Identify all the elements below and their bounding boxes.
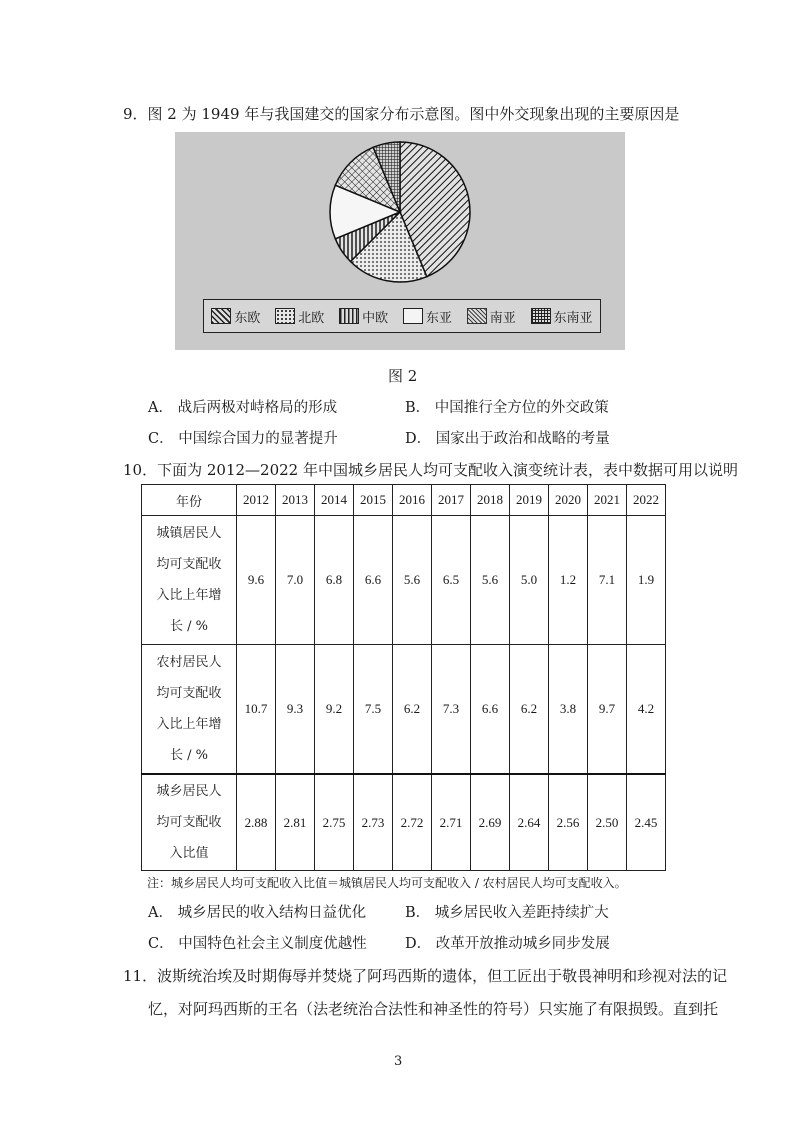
- q11-line-2: 忆，对阿玛西斯的王名（法老统治合法性和神圣性的符号）只实施了有限损毁。直到托: [148, 1000, 719, 1018]
- row-label-line: 均可支配收: [156, 815, 222, 830]
- pie-legend: [203, 299, 601, 333]
- table-header-row: [142, 485, 666, 516]
- q10-option-b: B． 城乡居民收入差距持续扩大: [405, 905, 609, 921]
- table-cell: 7.1: [588, 516, 627, 645]
- q9-option-c: C． 中国综合国力的显著提升: [148, 431, 338, 447]
- legend-item: [467, 307, 516, 326]
- legend-item: [275, 307, 324, 326]
- row-label-line: 均可支配收: [156, 557, 222, 572]
- table-cell: 5.6: [471, 516, 510, 645]
- row-label-line: 长 / %: [170, 619, 208, 634]
- table-cell: 3.8: [549, 645, 588, 775]
- table-cell: 2.73: [354, 774, 393, 871]
- table-cell: 2.50: [588, 774, 627, 871]
- row-label-line: 农村居民人: [156, 655, 222, 670]
- pie-chart: [175, 132, 625, 292]
- table-header-cell: 2016: [393, 485, 432, 516]
- row-label-line: 入比上年增: [156, 588, 222, 603]
- legend-label: 南亚: [489, 310, 516, 326]
- q10-option-a: A． 城乡居民的收入结构日益优化: [148, 905, 367, 921]
- legend-label: 北欧: [298, 310, 325, 326]
- legend-label: 东亚: [425, 310, 452, 326]
- legend-swatch-blank: [403, 308, 423, 324]
- row-label: [142, 516, 237, 645]
- table-cell: 4.2: [627, 645, 666, 775]
- table-cell: 9.3: [276, 645, 315, 775]
- table-cell: 5.0: [510, 516, 549, 645]
- table-cell: 2.56: [549, 774, 588, 871]
- legend-swatch-diagonal: [211, 308, 231, 324]
- table-cell: 7.0: [276, 516, 315, 645]
- table-header-cell: 2017: [432, 485, 471, 516]
- legend-item: [339, 307, 388, 326]
- table-cell: 6.8: [315, 516, 354, 645]
- income-table: [141, 484, 666, 871]
- table-header-cell: 2022: [627, 485, 666, 516]
- table-cell: 7.5: [354, 645, 393, 775]
- table-header-cell: 2018: [471, 485, 510, 516]
- q9-option-b: B． 中国推行全方位的外交政策: [405, 400, 609, 416]
- legend-swatch-crosshatch: [467, 308, 487, 324]
- table-cell: 2.64: [510, 774, 549, 871]
- legend-swatch-vertical: [339, 308, 359, 324]
- row-label-line: 长 / %: [170, 748, 208, 763]
- table-row: [142, 774, 666, 871]
- q9-option-d: D． 国家出于政治和战略的考量: [405, 431, 610, 447]
- table-header-cell: 2021: [588, 485, 627, 516]
- q9-option-a: A． 战后两极对峙格局的形成: [148, 400, 338, 416]
- table-cell: 2.45: [627, 774, 666, 871]
- table-row: [142, 516, 666, 645]
- figure-caption: 图 2: [388, 367, 418, 385]
- table-cell: 2.88: [237, 774, 276, 871]
- table-cell: 9.7: [588, 645, 627, 775]
- table-row: [142, 645, 666, 775]
- legend-item: [531, 307, 593, 326]
- table-cell: 1.2: [549, 516, 588, 645]
- q10-option-c: C． 中国特色社会主义制度优越性: [148, 936, 367, 952]
- legend-item: [211, 307, 260, 326]
- row-label-line: 入比上年增: [156, 717, 222, 732]
- table-cell: 2.71: [432, 774, 471, 871]
- table-cell: 6.6: [471, 645, 510, 775]
- row-label-line: 入比值: [169, 846, 209, 861]
- legend-label: 东欧: [234, 310, 261, 326]
- table-note: 注：城乡居民人均可支配收入比值＝城镇居民人均可支配收入 / 农村居民人均可支配收入。: [147, 876, 627, 890]
- table-cell: 7.3: [432, 645, 471, 775]
- table-cell: 6.6: [354, 516, 393, 645]
- legend-swatch-dots: [275, 308, 295, 324]
- page-number: 3: [394, 1054, 403, 1069]
- table-header-cell: 2014: [315, 485, 354, 516]
- table-cell: 9.2: [315, 645, 354, 775]
- table-header-cell: 2013: [276, 485, 315, 516]
- table-cell: 9.6: [237, 516, 276, 645]
- table-header-cell: 年份: [142, 485, 237, 516]
- table-header-cell: 2019: [510, 485, 549, 516]
- q9-stem: 9．图 2 为 1949 年与我国建交的国家分布示意图。图中外交现象出现的主要原因是: [123, 105, 680, 123]
- legend-label: 中欧: [362, 310, 389, 326]
- q10-option-d: D． 改革开放推动城乡同步发展: [405, 936, 610, 952]
- table-cell: 2.81: [276, 774, 315, 871]
- table-cell: 1.9: [627, 516, 666, 645]
- table-cell: 2.69: [471, 774, 510, 871]
- row-label-line: 城乡居民人: [156, 784, 222, 799]
- table-cell: 6.5: [432, 516, 471, 645]
- row-label: [142, 774, 237, 871]
- table-cell: 6.2: [393, 645, 432, 775]
- table-header-cell: 2020: [549, 485, 588, 516]
- table-cell: 10.7: [237, 645, 276, 775]
- q10-stem: 10．下面为 2012—2022 年中国城乡居民人均可支配收入演变统计表，表中数据可用以说明: [123, 461, 738, 479]
- row-label-line: 均可支配收: [156, 686, 222, 701]
- q11-line-1: 11．波斯统治埃及时期侮辱并焚烧了阿玛西斯的遗体，但工匠出于敬畏神明和珍视对法的记: [123, 967, 728, 985]
- table-header-cell: 2015: [354, 485, 393, 516]
- table-header-cell: 2012: [237, 485, 276, 516]
- table-cell: 2.72: [393, 774, 432, 871]
- table-cell: 2.75: [315, 774, 354, 871]
- table-cell: 5.6: [393, 516, 432, 645]
- table-cell: 6.2: [510, 645, 549, 775]
- row-label: [142, 645, 237, 775]
- pie-figure: [175, 132, 625, 350]
- legend-label: 东南亚: [553, 310, 593, 326]
- row-label-line: 城镇居民人: [156, 526, 222, 541]
- legend-swatch-grid: [531, 308, 551, 324]
- legend-item: [403, 307, 452, 326]
